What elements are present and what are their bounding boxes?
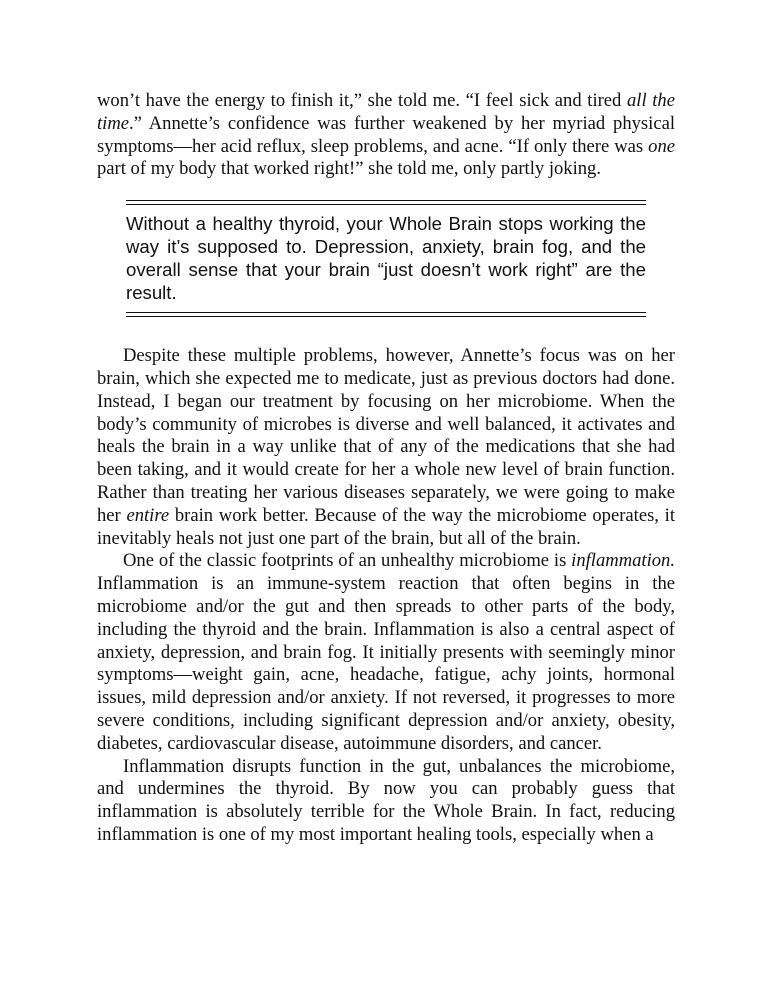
paragraph-inflammation-footprint <box>97 550 675 755</box>
paragraph-1-text-a: won’t have the energy to finish it,” she told me. “I feel sick and tired <box>97 90 627 111</box>
paragraph-3-text-a: One of the classic footprints of an unhealthy microbiome is <box>123 550 572 572</box>
pull-quote-text: Without a healthy thyroid, your Whole Brain stops working the way it’s supposed to. Depression, anxiety, brain fog, and the overall sense that your brain “just doesn’t work right” are the result. <box>126 213 646 304</box>
paragraph-continued <box>97 90 675 181</box>
paragraph-1-italic-a: all the time <box>97 90 675 134</box>
paragraph-inflammation-disrupts: Inflammation disrupts function in the gut, unbalances the microbiome, and undermines the thyroid. By now you can probably guess that inflammation is absolutely terrible for the Whole Brain. In fact, reducing inflammation is one of my most important healing tools, especially when a <box>97 755 675 845</box>
paragraph-despite <box>97 345 675 550</box>
spacer <box>97 317 675 345</box>
paragraph-3-text-b: Inflammation is an immune-system reaction that often begins in the microbiome and/or the gut and then spreads to other parts of the body, including the thyroid and the brain. Inflammation is also a central aspect of anxiety, depression, and brain fog. It initially presents with seemingly minor symptoms—weight gain, acne, headache, fatigue, achy joints, hormonal issues, mild depression and/or anxiety. If not reversed, it progresses to more severe conditions, including significant depression and/or anxiety, obesity, diabetes, cardiovascular disease, autoimmune disorders, and cancer. <box>97 573 675 754</box>
paragraph-3-italic-a: inflammation. <box>571 550 675 572</box>
paragraph-2-text-b: brain work better. Because of the way the microbiome operates, it inevitably heals not just one part of the brain, but all of the brain. <box>97 504 676 549</box>
paragraph-1-text-b: .” Annette’s confidence was further weakened by her myriad physical symptoms—her acid reflux, sleep problems, and acne. “If only there was <box>97 112 675 157</box>
paragraph-1-italic-b: one <box>648 135 675 157</box>
paragraph-1-text-c: part of my body that worked right!” she told me, only partly joking. <box>97 158 602 180</box>
page-body <box>97 90 675 847</box>
paragraph-2-text-a: Despite these multiple problems, however, Annette’s focus was on her brain, which she expected me to medicate, just as previous doctors had done. Instead, I began our treatment by focusing on her microbiome. When the body’s community of microbes is diverse and well balanced, it activates and heals the brain in a way unlike that of any of the medications that she had been taking, and it would create for her a whole new level of brain function. Rather than treating her various diseases separately, we were going to make her <box>97 345 675 526</box>
pull-quote <box>126 200 646 317</box>
paragraph-2-italic-a: entire <box>126 504 170 526</box>
